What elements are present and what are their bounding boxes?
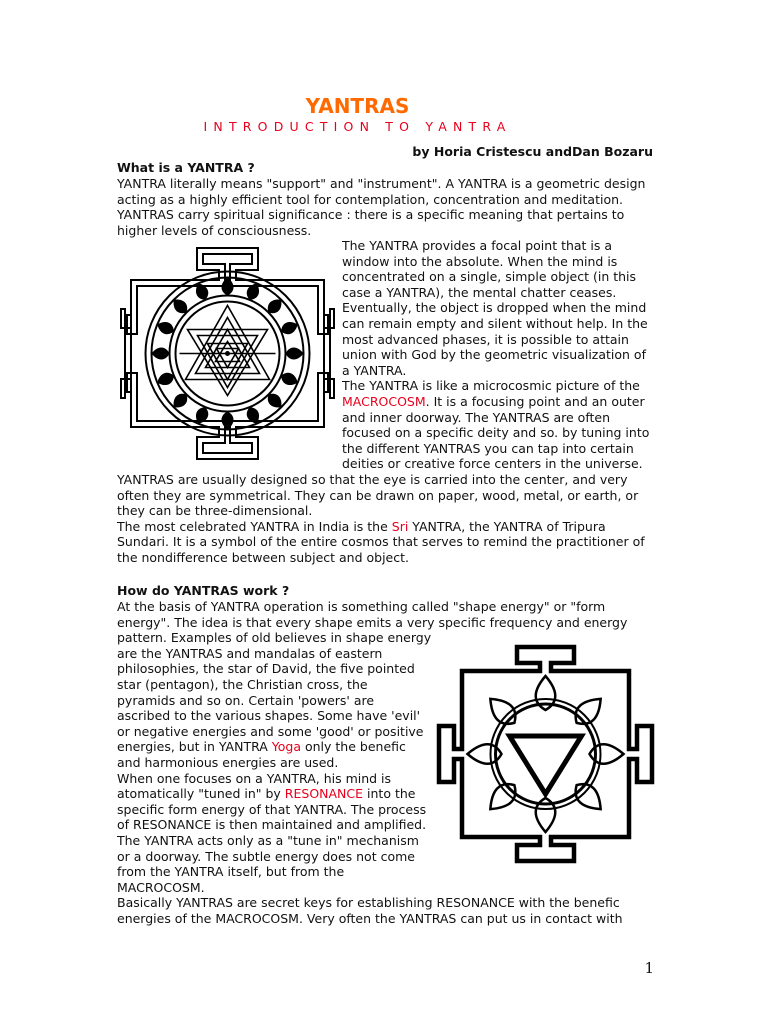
text-line: MACROCOSM.	[117, 879, 205, 895]
text-line: or a doorway. The subtle energy does not come	[117, 848, 415, 864]
text-span: atomatically "tuned in" by	[117, 786, 285, 802]
text-line: case a YANTRA), the mental chatter ceases.	[342, 284, 617, 300]
paragraph-design	[117, 472, 645, 566]
text-line: The YANTRA is like a microcosmic picture of the	[342, 378, 640, 394]
text-line: Sundari. It is a symbol of the entire cosmos that serves to remind the practitioner of	[117, 534, 645, 550]
sri-yantra-image	[117, 240, 338, 467]
text-span: only the benefic	[301, 739, 406, 755]
text-line: most advanced phases, it is possible to attain	[342, 331, 629, 347]
section-heading-what: What is a YANTRA ?	[117, 160, 255, 175]
text-line: At the basis of YANTRA operation is something called "shape energy" or "form	[117, 599, 606, 614]
text-line: focused on a specific deity and so. by tuning into	[342, 425, 650, 441]
text-line: specific form energy of that YANTRA. The process	[117, 801, 427, 817]
text-line: ascribed to the various shapes. Some have 'evil'	[117, 708, 421, 724]
text-line: YANTRA literally means "support" and "instrument". A YANTRA is a geometric design	[117, 176, 646, 191]
text-line: and inner doorway. The YANTRAS are often	[342, 409, 611, 425]
text-line: Basically YANTRAS are secret keys for establishing RESONANCE with the benefic	[117, 895, 620, 911]
text-line: they can be three-dimensional.	[117, 503, 313, 519]
resonance-link[interactable]: RESONANCE	[284, 786, 364, 802]
text-line: higher levels of consciousness.	[117, 222, 312, 238]
page-title: YANTRAS	[305, 94, 410, 118]
text-line: YANTRAS carry spiritual significance : there is a specific meaning that pertains to	[117, 207, 625, 223]
text-line: concentrated on a single, simple object (in this	[342, 269, 637, 285]
text-line: and harmonious energies are used.	[117, 754, 339, 770]
text-line: Eventually, the object is dropped when the mind	[342, 300, 647, 316]
text-line: The YANTRA acts only as a "tune in" mechanism	[117, 832, 419, 848]
text-line	[117, 519, 645, 535]
text-line: philosophies, the star of David, the five pointed	[117, 661, 415, 677]
text-line: from the YANTRA itself, but from the	[117, 864, 345, 880]
text-line: are the YANTRAS and mandalas of eastern	[117, 645, 383, 661]
text-line: energy". The idea is that every shape emits a very specific frequency and energy	[117, 614, 628, 630]
text-span: The most celebrated YANTRA in India is the	[117, 518, 392, 534]
macrocosm-link[interactable]: MACROCOSM	[342, 393, 426, 409]
text-line: YANTRAS are usually designed so that the eye is carried into the center, and very	[117, 472, 628, 487]
text-line: of RESONANCE is then maintained and amplified.	[117, 817, 427, 833]
yoga-link[interactable]: Yoga	[271, 739, 302, 755]
sri-link[interactable]: Sri	[391, 518, 409, 534]
text-line: window into the absolute. When the mind is	[342, 253, 618, 269]
text-span: into the	[363, 786, 416, 802]
text-line: the nondifference between subject and object.	[117, 549, 409, 565]
text-line	[342, 394, 649, 410]
section-heading-how: How do YANTRAS work ?	[117, 583, 290, 598]
lotus-yantra-image	[433, 641, 658, 867]
text-line: pattern. Examples of old believes in shape energy	[117, 630, 432, 646]
text-line: The YANTRA provides a focal point that is a	[342, 238, 613, 253]
text-line: a YANTRA.	[342, 362, 407, 378]
text-line: deities or creative force centers in the universe.	[342, 456, 643, 472]
text-line: can remain empty and silent without help. In the	[342, 315, 648, 331]
text-line: union with God by the geometric visualization of	[342, 347, 646, 363]
text-line: pyramids and so on. Certain 'powers' are	[117, 692, 375, 708]
page-subtitle: INTRODUCTION TO YANTRA	[203, 119, 512, 134]
text-line: acting as a highly efficient tool for contemplation, concentration and meditation.	[117, 191, 623, 207]
text-line: often they are symmetrical. They can be drawn on paper, wood, metal, or earth, or	[117, 487, 639, 503]
text-line: When one focuses on a YANTRA, his mind is	[117, 770, 392, 786]
byline: by Horia Cristescu andDan Bozaru	[412, 144, 653, 159]
text-span: energies, but in YANTRA	[117, 739, 272, 755]
text-line: or negative energies and some 'good' or positive	[117, 723, 424, 739]
text-line: energies of the MACROCOSM. Very often the YANTRAS can put us in contact with	[117, 910, 623, 926]
text-span: YANTRA, the YANTRA of Tripura	[408, 518, 606, 534]
text-line: the different YANTRAS you can tap into certain	[342, 440, 634, 456]
paragraph-intro	[117, 176, 645, 238]
paragraph-focal-point	[342, 238, 649, 472]
text-line: star (pentagon), the Christian cross, the	[117, 676, 368, 692]
text-span: . It is a focusing point and an outer	[425, 393, 645, 409]
page-number: 1	[644, 959, 654, 977]
